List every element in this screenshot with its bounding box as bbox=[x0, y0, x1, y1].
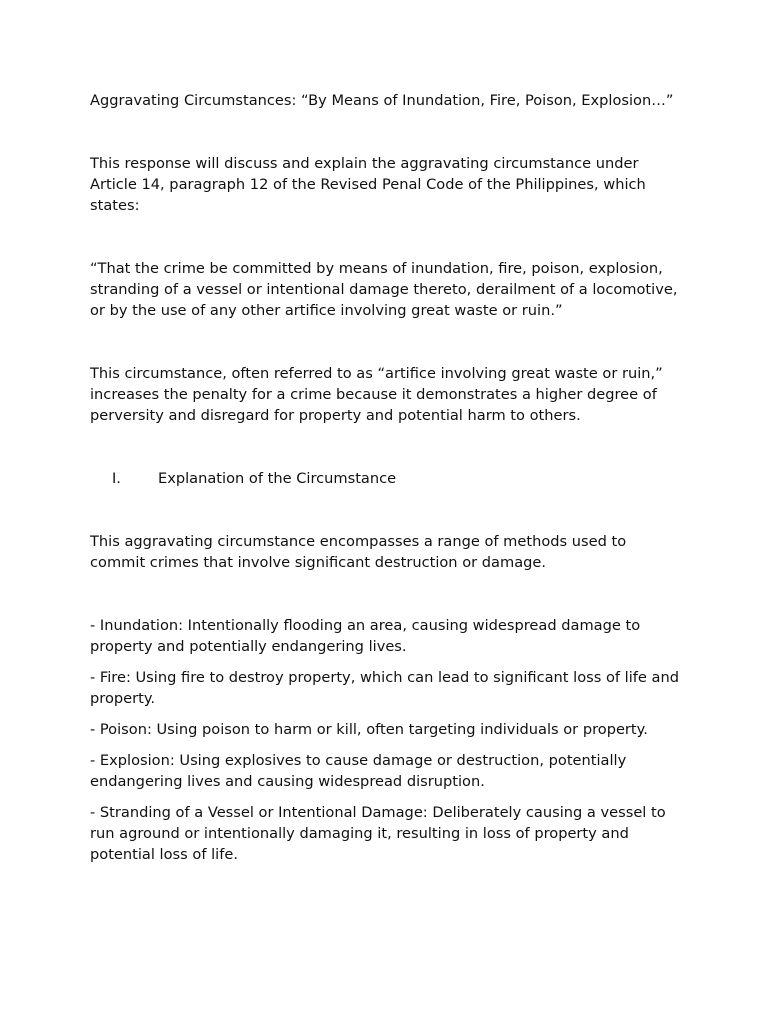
intro-paragraph: This response will discuss and explain the aggravating circumstance under Article 14, paragraph 12 of the Revised Penal Code of the Philippines, which states: bbox=[90, 155, 646, 214]
explanatory-paragraph: This circumstance, often referred to as “artifice involving great waste or ruin,” increases the penalty for a crime because it demonstrates a higher degree of perversity and disregard for property and potential harm to others. bbox=[90, 365, 663, 424]
section-number: I. bbox=[112, 470, 121, 487]
list-item: - Stranding of a Vessel or Intentional Damage: Deliberately causing a vessel to run aground or intentionally damaging it, resulting in loss of property and potential loss of life. bbox=[90, 804, 666, 863]
section-heading bbox=[90, 468, 680, 489]
document-title: Aggravating Circumstances: “By Means of Inundation, Fire, Poison, Explosion…” bbox=[90, 92, 674, 109]
quoted-provision: “That the crime be committed by means of inundation, fire, poison, explosion, stranding of a vessel or intentional damage thereto, derailment of a locomotive, or by the use of any other artifice involving great waste or ruin.” bbox=[90, 260, 678, 319]
list-item: - Poison: Using poison to harm or kill, often targeting individuals or property. bbox=[90, 721, 648, 738]
list-item: - Explosion: Using explosives to cause damage or destruction, potentially endangering lives and causing widespread disruption. bbox=[90, 752, 627, 790]
list-item: - Inundation: Intentionally flooding an area, causing widespread damage to property and potentially endangering lives. bbox=[90, 617, 641, 655]
list-item: - Fire: Using fire to destroy property, which can lead to significant loss of life and property. bbox=[90, 669, 680, 707]
section-title: Explanation of the Circumstance bbox=[158, 470, 397, 487]
section-paragraph: This aggravating circumstance encompasses a range of methods used to commit crimes that involve significant destruction or damage. bbox=[90, 533, 627, 571]
document-page bbox=[90, 90, 680, 875]
